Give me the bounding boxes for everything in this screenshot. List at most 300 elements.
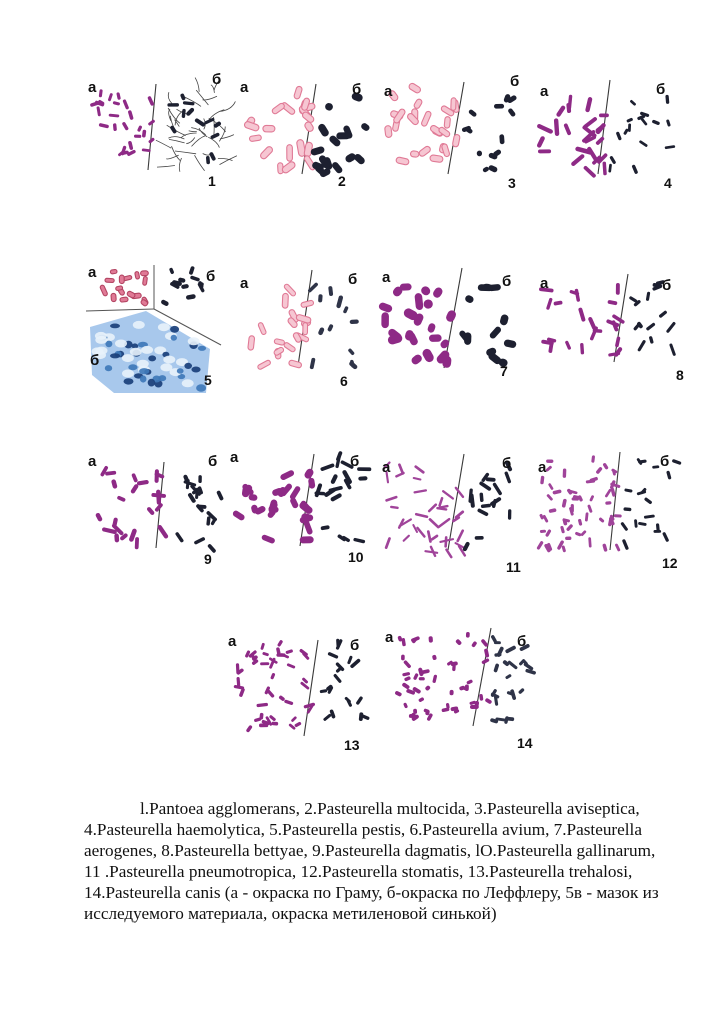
loeffler-stained-cell: [630, 99, 637, 106]
gram-stained-cell: [425, 685, 431, 691]
capsule-filament: [220, 101, 236, 111]
gram-stained-cell: [384, 537, 391, 550]
gram-stained-cell: [445, 548, 453, 559]
gram-stained-cell: [135, 271, 140, 279]
loeffler-stained-cell: [649, 336, 654, 344]
gram-stained-cell: [114, 533, 119, 542]
gram-stained-cell: [588, 537, 591, 547]
gram-stained-cell: [484, 648, 490, 658]
panel-label-b: б: [656, 81, 666, 98]
loeffler-stained-cell: [320, 463, 335, 471]
gram-stained-cell: [402, 534, 410, 542]
gram-stained-cell: [394, 690, 402, 696]
panel-label-a: а: [382, 459, 391, 476]
figure-panel-10: [230, 448, 370, 563]
gram-stained-cell: [580, 530, 587, 537]
bacterium-cell: [177, 368, 184, 373]
figure-panel-9: [88, 452, 228, 567]
gram-stained-cell: [585, 97, 593, 113]
gram-stained-cell: [404, 676, 411, 682]
gram-stained-cell: [110, 269, 117, 274]
loeffler-stained-cell: [318, 327, 325, 336]
gram-stained-cell: [414, 293, 423, 311]
loeffler-stained-cell: [623, 507, 631, 511]
gram-stained-cell: [263, 125, 275, 131]
gram-stained-cell: [549, 508, 557, 513]
gram-stained-cell: [432, 286, 444, 299]
loeffler-stained-cell: [183, 101, 195, 105]
gram-stained-cell: [465, 684, 469, 691]
gram-stained-cell: [120, 297, 128, 302]
gram-stained-cell: [287, 145, 293, 162]
capsule-filament: [192, 136, 206, 147]
loeffler-stained-cell: [503, 339, 517, 349]
loeffler-stained-cell: [479, 492, 483, 502]
bacterium-cell: [128, 364, 137, 370]
gram-stained-cell: [427, 503, 437, 513]
host-cell-nucleus: [158, 323, 170, 331]
gram-stained-cell: [137, 480, 149, 486]
loeffler-stained-cell: [210, 132, 220, 139]
gram-stained-cell: [574, 288, 580, 302]
gram-stained-cell: [466, 679, 473, 685]
loeffler-stained-cell: [328, 286, 333, 296]
gram-stained-cell: [288, 723, 296, 730]
gram-stained-cell: [277, 640, 283, 648]
gram-stained-cell: [428, 636, 433, 643]
gram-stained-cell: [300, 536, 314, 543]
bacterium-cell: [198, 346, 206, 351]
gram-stained-cell: [413, 673, 419, 681]
gram-stained-cell: [414, 465, 425, 474]
gram-stained-cell: [256, 703, 268, 708]
panel-label-b: б: [208, 453, 218, 470]
gram-stained-cell: [614, 514, 622, 517]
panel-label-a: а: [240, 79, 249, 96]
capsule-filament: [220, 156, 237, 165]
panel-label-b: б: [350, 637, 360, 654]
gram-stained-cell: [254, 717, 262, 722]
gram-stained-cell: [421, 347, 435, 363]
gram-stained-cell: [540, 530, 546, 533]
gram-stained-cell: [284, 699, 294, 705]
gram-stained-cell: [148, 119, 156, 126]
capsule-filament: [186, 138, 195, 144]
gram-stained-cell: [548, 483, 554, 491]
gram-stained-cell: [117, 495, 126, 502]
gram-stained-cell: [578, 519, 583, 526]
loeffler-stained-cell: [490, 634, 497, 643]
gram-stained-cell: [441, 707, 449, 712]
figure-panel-3: [382, 78, 522, 191]
gram-stained-cell: [113, 123, 117, 131]
bacterium-cell: [124, 378, 134, 384]
capsule-filament: [175, 151, 196, 154]
bacterium-cell: [140, 375, 147, 382]
loeffler-stained-cell: [608, 164, 612, 173]
gram-stained-cell: [390, 506, 399, 510]
panel-divider: [610, 452, 620, 550]
gram-stained-cell: [116, 92, 121, 100]
gram-stained-cell: [293, 86, 302, 100]
panel-label-a: а: [228, 633, 237, 650]
loeffler-stained-cell: [209, 151, 217, 161]
gram-stained-cell: [279, 469, 295, 481]
loeffler-stained-cell: [639, 140, 648, 148]
panel-label-b: б: [517, 633, 527, 650]
loeffler-stained-cell: [198, 475, 202, 483]
loeffler-stained-cell: [360, 122, 371, 132]
panel-label-b: б: [348, 271, 358, 288]
gram-stained-cell: [418, 145, 432, 157]
gram-stained-cell: [273, 346, 284, 356]
capsule-filament: [157, 166, 175, 168]
loeffler-stained-cell: [652, 465, 659, 469]
figure-panel-11: [380, 450, 520, 570]
loeffler-stained-cell: [637, 340, 646, 352]
gram-stained-cell: [260, 662, 269, 665]
gram-stained-cell: [410, 353, 423, 366]
capsule-filament: [169, 139, 185, 143]
gram-stained-cell: [96, 106, 101, 116]
panel-number: 11: [506, 559, 521, 575]
loeffler-stained-cell: [330, 474, 338, 485]
loeffler-stained-cell: [662, 532, 669, 543]
gram-stained-cell: [595, 136, 605, 146]
gram-stained-cell: [485, 698, 493, 705]
host-cell-nucleus: [133, 321, 145, 329]
panel-label-b: б: [502, 273, 512, 290]
gram-stained-cell: [561, 545, 566, 552]
figure-panel-2: [238, 78, 368, 188]
loeffler-stained-cell: [206, 156, 210, 164]
loeffler-stained-cell: [182, 109, 186, 118]
loeffler-stained-cell: [189, 266, 195, 275]
gram-stained-cell: [303, 323, 308, 335]
gram-stained-cell: [536, 123, 553, 134]
gram-stained-cell: [451, 98, 456, 111]
host-cell-nucleus: [141, 346, 153, 354]
gram-stained-cell: [421, 111, 432, 127]
panel-number: 2: [338, 173, 346, 189]
capsule-filament: [181, 133, 197, 138]
figure-panel-13: [228, 632, 368, 753]
loeffler-stained-cell: [489, 325, 503, 339]
gram-stained-cell: [423, 299, 434, 310]
gram-stained-cell: [430, 534, 439, 541]
loeffler-stained-cell: [634, 519, 638, 528]
gram-stained-cell: [303, 520, 313, 536]
loeffler-stained-cell: [494, 104, 504, 109]
panel-label-b: б: [352, 81, 362, 98]
loeffler-stained-cell: [616, 131, 622, 140]
gram-stained-cell: [615, 543, 621, 552]
loeffler-stained-cell: [644, 514, 655, 518]
loeffler-stained-cell: [210, 517, 217, 525]
gram-stained-cell: [454, 486, 465, 498]
figure-caption: l.Pantoea agglomerans, 2.Pasteurella multocida, 3.Pasteurella aviseptica, 4.Pasteurella haemolytica, 5.Pasteurella pestis, 6.Pasteurella avium, 7.Pasteurella aerogenes, 8.Pasteurella bettyae, 9.Pasteurella dagmatis, lO.Pasteurella gallinarum, 11 .Pasteurella pneumotropica, 12.Pasteurella stomatis, 13.Pasteurella trehalosi, 14.Pasteurella canis (а - окраска по Граму, б-окраска по Леффлеру, 5в - мазок из исследуемого материала, окраска метиленовой синькой): [84, 799, 659, 923]
gram-stained-cell: [598, 517, 604, 523]
loeffler-stained-cell: [190, 275, 200, 281]
gram-stained-cell: [236, 663, 240, 674]
loeffler-stained-cell: [499, 134, 504, 144]
loeffler-stained-cell: [492, 482, 502, 496]
gram-stained-cell: [278, 695, 285, 702]
gram-stained-cell: [444, 116, 450, 128]
bacterium-cell: [184, 363, 192, 369]
loeffler-stained-cell: [347, 655, 353, 664]
gram-stained-cell: [565, 340, 572, 350]
bacterium-cell: [148, 379, 155, 387]
gram-stained-cell: [536, 541, 544, 551]
loeffler-stained-cell: [329, 709, 336, 719]
panel-label-a: а: [540, 275, 549, 292]
loeffler-stained-cell: [343, 306, 349, 314]
panel-label-b: б: [502, 455, 512, 472]
gram-stained-cell: [296, 314, 312, 324]
gram-stained-cell: [301, 111, 315, 124]
bacterium-cell: [158, 375, 166, 381]
loeffler-stained-cell: [464, 294, 475, 304]
panel-label-b: б: [212, 71, 222, 88]
gram-stained-cell: [135, 537, 139, 549]
figure-panel-7: [380, 268, 520, 378]
gram-stained-cell: [115, 286, 123, 291]
panel-label-a: а: [384, 83, 393, 100]
loeffler-stained-cell: [482, 166, 490, 173]
loeffler-stained-cell: [504, 471, 511, 484]
loeffler-stained-cell: [502, 659, 510, 666]
panel-divider: [448, 82, 464, 174]
gram-stained-cell: [286, 663, 295, 669]
gram-stained-cell: [466, 632, 470, 638]
bacterium-cell: [191, 367, 200, 373]
gram-stained-cell: [385, 495, 398, 502]
loeffler-stained-cell: [336, 295, 344, 309]
gram-stained-cell: [566, 524, 574, 532]
gram-stained-cell: [291, 716, 298, 723]
gram-stained-cell: [438, 497, 444, 507]
gram-stained-cell: [563, 123, 571, 136]
host-cell-nucleus: [182, 379, 194, 387]
gram-stained-cell: [130, 483, 139, 494]
gram-stained-cell: [271, 722, 278, 726]
panel-number: 8: [676, 367, 684, 383]
gram-stained-cell: [266, 689, 275, 698]
gram-stained-cell: [456, 529, 465, 543]
loeffler-stained-cell: [167, 103, 179, 107]
loeffler-stained-cell: [206, 516, 210, 526]
loeffler-stained-cell: [175, 532, 184, 543]
loeffler-stained-cell: [508, 509, 512, 519]
gram-stained-cell: [575, 531, 582, 536]
gram-stained-cell: [563, 468, 567, 478]
capsule-filament: [156, 140, 171, 148]
loeffler-stained-cell: [318, 294, 323, 302]
capsule-filament: [195, 78, 199, 92]
figure-panel-8: [538, 270, 678, 380]
loeffler-stained-cell: [358, 476, 367, 481]
gram-stained-cell: [282, 293, 288, 308]
gram-stained-cell: [111, 479, 118, 489]
loeffler-stained-cell: [481, 504, 491, 509]
gram-stained-cell: [616, 283, 620, 295]
loeffler-stained-cell: [672, 459, 682, 465]
loeffler-stained-cell: [186, 294, 196, 300]
capsule-filament: [189, 131, 197, 132]
loeffler-stained-cell: [505, 674, 512, 680]
loeffler-stained-cell: [169, 267, 175, 274]
loeffler-stained-cell: [336, 639, 340, 647]
panel-label-b: б: [662, 277, 672, 294]
gram-stained-cell: [427, 322, 437, 333]
gram-stained-cell: [570, 153, 585, 167]
gram-stained-cell: [301, 300, 314, 308]
panel-label-b: б: [660, 453, 670, 470]
gram-stained-cell: [556, 105, 567, 118]
loeffler-stained-cell: [314, 491, 325, 495]
gram-stained-cell: [605, 501, 611, 505]
gram-stained-cell: [113, 101, 121, 106]
panel-label-a: а: [88, 453, 97, 470]
capsule-filament: [203, 96, 218, 100]
gram-stained-cell: [587, 504, 593, 513]
loeffler-stained-cell: [488, 164, 499, 173]
loeffler-stained-cell: [507, 108, 516, 118]
gram-stained-cell: [455, 639, 462, 646]
gram-stained-cell: [156, 489, 161, 504]
gram-stained-cell: [283, 342, 296, 353]
gram-stained-cell: [401, 682, 410, 690]
loeffler-stained-cell: [350, 319, 359, 324]
loeffler-stained-cell: [309, 358, 315, 370]
gram-stained-cell: [304, 142, 313, 157]
gram-stained-cell: [259, 145, 274, 160]
loeffler-stained-cell: [477, 150, 483, 156]
panel-number: 7: [500, 363, 508, 379]
panel-label-a: а: [538, 459, 547, 476]
figure-panel-5: [86, 265, 221, 395]
gram-stained-cell: [599, 113, 609, 117]
loeffler-stained-cell: [626, 117, 633, 123]
loeffler-stained-cell: [169, 125, 177, 134]
gram-stained-cell: [300, 681, 310, 690]
loeffler-stained-cell: [646, 291, 651, 301]
gram-stained-cell: [108, 93, 113, 102]
gram-stained-cell: [546, 298, 553, 311]
panel-label-a: а: [385, 629, 394, 646]
gram-stained-cell: [413, 489, 427, 494]
gram-stained-cell: [568, 95, 573, 110]
gram-stained-cell: [427, 530, 432, 543]
panel-number: 9: [204, 551, 212, 567]
loeffler-stained-cell: [477, 508, 489, 517]
loeffler-stained-cell: [493, 663, 499, 673]
gram-stained-cell: [137, 125, 143, 132]
loeffler-stained-cell: [620, 522, 628, 532]
host-cell-nucleus: [188, 337, 200, 345]
gram-stained-cell: [445, 309, 458, 323]
panel-number: 10: [348, 549, 364, 565]
host-cell-nucleus: [122, 370, 134, 378]
gram-stained-cell: [471, 641, 477, 648]
loeffler-stained-cell: [314, 483, 322, 498]
panel-label-a: а: [88, 79, 97, 96]
loeffler-stained-cell: [631, 164, 638, 174]
panel-number: 5: [204, 372, 212, 388]
gram-stained-cell: [246, 725, 253, 733]
loeffler-stained-cell: [160, 299, 169, 307]
gram-stained-cell: [122, 99, 129, 110]
gram-stained-cell: [285, 649, 293, 654]
loeffler-stained-cell: [666, 119, 671, 127]
loeffler-stained-cell: [624, 488, 633, 492]
panel-label-a: а: [88, 264, 97, 281]
gram-stained-cell: [560, 526, 565, 534]
loeffler-stained-cell: [628, 123, 631, 132]
loeffler-stained-cell: [353, 538, 365, 544]
gram-stained-cell: [442, 490, 455, 500]
gram-stained-cell: [552, 489, 561, 495]
loeffler-stained-cell: [644, 497, 653, 505]
figure-panel-6: [234, 270, 364, 380]
loeffler-stained-cell: [333, 673, 342, 683]
gram-stained-cell: [595, 466, 603, 474]
gram-stained-cell: [545, 529, 552, 537]
gram-stained-cell: [134, 135, 141, 138]
gram-stained-cell: [381, 312, 389, 328]
capsule-filament: [172, 146, 181, 160]
gram-stained-cell: [131, 473, 138, 483]
gram-stained-cell: [261, 534, 276, 544]
gram-stained-cell: [99, 89, 103, 97]
gram-stained-cell: [546, 459, 553, 463]
gram-stained-cell: [260, 643, 265, 651]
gram-stained-cell: [608, 352, 620, 357]
gram-stained-cell: [119, 275, 124, 284]
gram-stained-cell: [95, 512, 103, 522]
gram-stained-cell: [128, 110, 134, 120]
figure-panel-14: [385, 628, 535, 746]
panel-label-a: а: [230, 449, 239, 466]
loeffler-stained-cell: [216, 490, 224, 501]
loeffler-stained-cell: [486, 477, 496, 482]
loeffler-stained-cell: [194, 537, 206, 545]
loeffler-stained-cell: [518, 688, 525, 695]
gram-stained-cell: [402, 672, 410, 677]
gram-stained-cell: [602, 161, 606, 175]
gram-stained-cell: [565, 536, 571, 540]
gram-stained-cell: [413, 98, 423, 109]
host-cell-nucleus: [163, 356, 175, 364]
gram-stained-cell: [262, 652, 269, 657]
gram-stained-cell: [232, 509, 246, 521]
gram-stained-cell: [396, 157, 410, 166]
gram-stained-cell: [410, 151, 419, 158]
loeffler-stained-cell: [669, 343, 676, 356]
panel-label-a: а: [240, 275, 249, 292]
gram-stained-cell: [141, 271, 149, 276]
gram-stained-cell: [157, 524, 169, 539]
bacterium-cell: [110, 324, 120, 329]
gram-stained-cell: [452, 134, 460, 147]
gram-stained-cell: [554, 118, 560, 136]
gram-stained-cell: [585, 512, 589, 521]
gram-stained-cell: [546, 494, 553, 502]
host-cell-nucleus: [115, 340, 127, 348]
gram-stained-cell: [244, 121, 260, 132]
panel-divider: [86, 309, 154, 311]
